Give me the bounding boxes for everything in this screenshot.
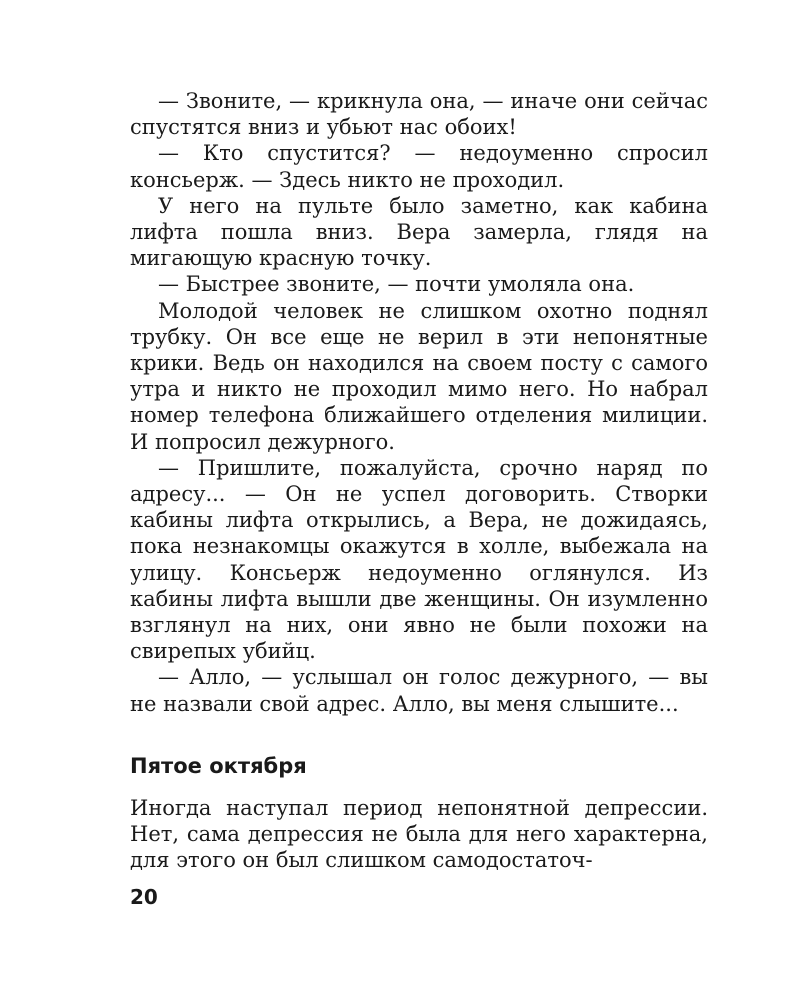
paragraph: — Звоните, — крикнула она, — иначе они сейчас спустятся вниз и убьют нас обоих! (130, 89, 708, 140)
section-text (130, 795, 708, 874)
paragraph: — Алло, — услышал он голос дежурного, — вы не назвали свой адрес. Алло, вы меня слышите... (130, 665, 708, 716)
paragraph: У него на пульте было заметно, как кабина лифта пошла вниз. Вера замерла, глядя на мигающую красную точку. (130, 193, 708, 271)
page-number: 20 (130, 885, 158, 909)
section-title: Пятое октября (130, 754, 307, 778)
main-text (130, 88, 708, 717)
paragraph: Молодой человек не слишком охотно поднял трубку. Он все еще не верил в эти непонятные крики. Ведь он находился на своем посту с самого утра и никто не проходил мимо него. Но набрал номер телефона ближайшего отделения милиции. И попросил дежурного. (130, 298, 708, 454)
paragraph: — Быстрее звоните, — почти умоляла она. (158, 272, 635, 297)
paragraph: — Пришлите, пожалуйста, срочно наряд по адресу... — Он не успел договорить. Створки кабины лифта открылись, а Вера, не дожидаясь, пока незнакомцы окажутся в холле, выбежала на улицу. Консьерж недоуменно оглянулся. Из кабины лифта вышли две женщины. Он изумленно взглянул на них, они явно не были похожи на свирепых убийц. (130, 455, 708, 664)
paragraph: Иногда наступал период непонятной депрессии. Нет, сама депрессия не была для него характерна, для этого он был слишком самодостаточ- (130, 796, 708, 873)
paragraph: — Кто спустится? — недоуменно спросил консьерж. — Здесь никто не проходил. (130, 141, 708, 192)
